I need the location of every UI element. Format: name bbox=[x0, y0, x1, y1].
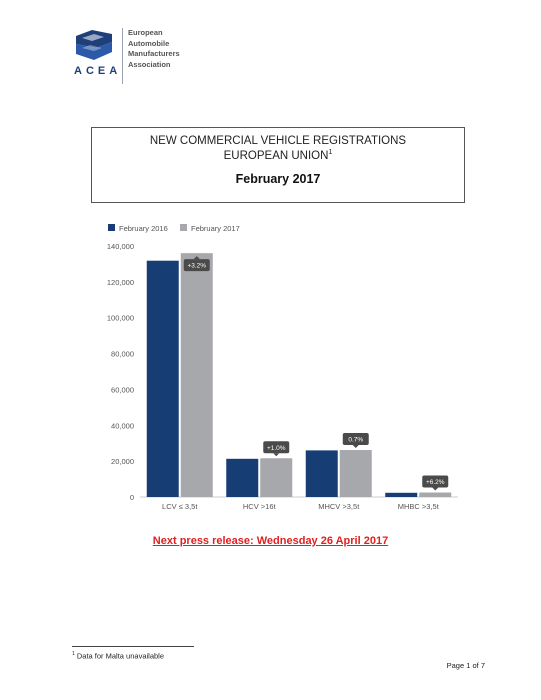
y-tick-label: 80,000 bbox=[111, 349, 134, 359]
logo-name-line: Association bbox=[128, 59, 171, 69]
bar bbox=[306, 450, 338, 497]
y-tick-label: 40,000 bbox=[111, 421, 134, 431]
title-line-1: NEW COMMERCIAL VEHICLE REGISTRATIONS bbox=[149, 135, 407, 147]
legend-swatch bbox=[180, 224, 187, 231]
y-tick-label: 100,000 bbox=[106, 313, 134, 323]
page-number: Page 1 of 7 bbox=[446, 661, 485, 670]
bar bbox=[181, 253, 213, 497]
next-press-release[interactable]: Next press release: Wednesday 26 April 2017 bbox=[152, 535, 389, 547]
acea-logo-icon bbox=[72, 28, 116, 62]
title-footnote-marker: 1 bbox=[328, 149, 333, 156]
y-tick-label: 20,000 bbox=[111, 457, 134, 467]
logo-name bbox=[128, 28, 180, 70]
title-line-2-text: EUROPEAN UNION bbox=[223, 149, 329, 162]
x-tick-label: HCV >16t bbox=[242, 502, 276, 511]
registrations-chart bbox=[90, 216, 462, 518]
x-tick-label: MHBC >3,5t bbox=[397, 502, 439, 511]
logo-name-line: Automobile bbox=[128, 38, 170, 48]
y-tick-label: 0 bbox=[129, 493, 134, 502]
annotation-label: 0.7% bbox=[348, 436, 364, 444]
legend-swatch bbox=[108, 224, 115, 231]
bar bbox=[340, 450, 372, 497]
annotation-pointer bbox=[353, 445, 359, 448]
x-tick-label: MHCV >3,5t bbox=[318, 502, 360, 511]
logo-divider bbox=[122, 28, 123, 84]
bar bbox=[419, 493, 451, 497]
bar bbox=[260, 458, 292, 497]
annotation-label: +6.2% bbox=[425, 479, 445, 487]
legend-label: February 2017 bbox=[191, 224, 240, 233]
bar bbox=[385, 493, 417, 497]
acea-logo bbox=[72, 28, 192, 88]
footnote-divider bbox=[72, 646, 194, 647]
logo-name-line: European bbox=[128, 28, 163, 37]
annotation-pointer bbox=[432, 488, 438, 491]
report-date: February 2017 bbox=[235, 171, 321, 186]
footnote bbox=[72, 651, 164, 661]
footnote-text: Data for Malta unavailable bbox=[76, 651, 165, 661]
bar bbox=[147, 261, 179, 497]
y-tick-label: 140,000 bbox=[106, 242, 134, 251]
title-box bbox=[91, 127, 465, 203]
title-line-2 bbox=[92, 149, 464, 162]
annotation-label: +1.0% bbox=[266, 444, 286, 452]
y-tick-label: 60,000 bbox=[111, 385, 134, 395]
footnote-marker: 1 bbox=[72, 651, 75, 657]
logo-acronym: ACEA bbox=[74, 65, 122, 77]
y-tick-label: 120,000 bbox=[106, 277, 134, 287]
logo-name-line: Manufacturers bbox=[128, 49, 180, 58]
bar bbox=[226, 459, 258, 497]
annotation-label: +3.2% bbox=[187, 262, 207, 270]
x-tick-label: LCV ≤ 3,5t bbox=[162, 502, 198, 511]
annotation-pointer bbox=[273, 453, 279, 456]
registrations-chart-svg bbox=[90, 216, 462, 518]
legend-label: February 2016 bbox=[119, 224, 168, 233]
